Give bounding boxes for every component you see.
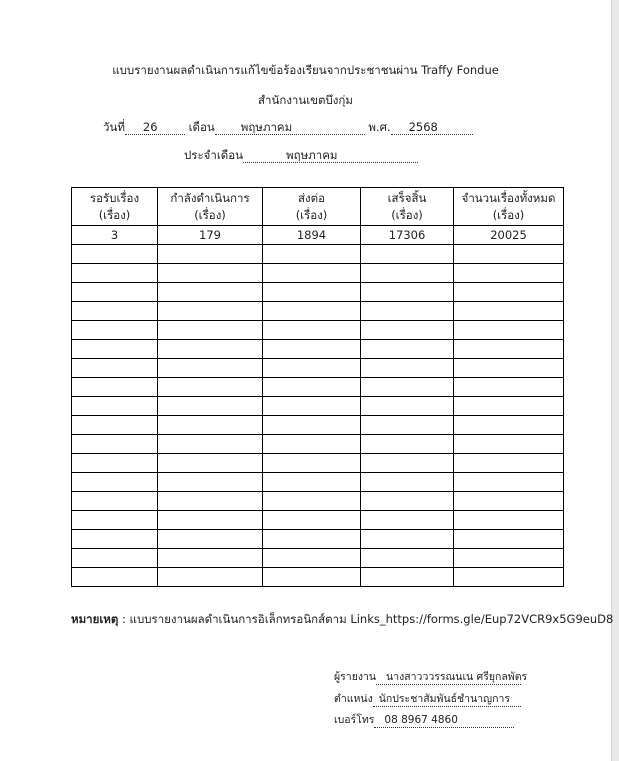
table-row	[72, 435, 564, 454]
table-row	[72, 359, 564, 378]
table-cell	[361, 321, 454, 340]
table-cell	[263, 302, 361, 321]
table-cell	[72, 378, 158, 397]
table-cell	[72, 245, 158, 264]
table-cell	[72, 435, 158, 454]
table-cell	[454, 435, 564, 454]
table-cell	[454, 397, 564, 416]
table-cell	[72, 340, 158, 359]
table-cell	[361, 283, 454, 302]
table-cell	[361, 568, 454, 587]
table-cell	[361, 454, 454, 473]
table-header-row	[72, 188, 564, 226]
table-row	[72, 378, 564, 397]
table-cell	[158, 359, 263, 378]
year-label: พ.ศ.	[368, 120, 391, 134]
header-forwarded: ส่งต่อ (เรื่อง)	[263, 188, 361, 226]
table-cell	[263, 473, 361, 492]
table-row	[72, 321, 564, 340]
table-cell: 3	[72, 226, 158, 245]
table-cell	[72, 568, 158, 587]
table-cell	[454, 264, 564, 283]
table-cell	[361, 492, 454, 511]
table-row	[72, 340, 564, 359]
table-cell	[72, 511, 158, 530]
table-row	[72, 283, 564, 302]
table-cell	[158, 416, 263, 435]
table-cell	[454, 245, 564, 264]
table-cell	[263, 511, 361, 530]
table-cell	[158, 283, 263, 302]
table-row	[72, 549, 564, 568]
table-cell	[72, 454, 158, 473]
table-cell	[263, 416, 361, 435]
table-cell	[361, 302, 454, 321]
reporter-value: นางสาวววรรณนเน ศรียุกลพัตร	[376, 670, 521, 685]
table-cell: 17306	[361, 226, 454, 245]
table-row	[72, 568, 564, 587]
table-cell	[72, 492, 158, 511]
table-cell	[454, 416, 564, 435]
table-cell	[361, 511, 454, 530]
remark	[71, 611, 613, 629]
table-row	[72, 511, 564, 530]
table-row	[72, 264, 564, 283]
table-cell	[158, 378, 263, 397]
header-total: จำนวนเรื่องทั้งหมด (เรื่อง)	[454, 188, 564, 226]
table-cell	[454, 340, 564, 359]
table-cell	[158, 511, 263, 530]
report-title: แบบรายงานผลดำเนินการแก้ไขข้อร้องเรียนจากประชาชนผ่าน Traffy Fondue	[112, 63, 499, 77]
date-line	[103, 119, 473, 137]
table-cell	[72, 397, 158, 416]
table-cell	[361, 397, 454, 416]
table-row	[72, 492, 564, 511]
table-cell	[454, 283, 564, 302]
year-value: 2568	[391, 120, 473, 135]
period-label: ประจำเดือน	[184, 148, 244, 162]
table-cell	[263, 340, 361, 359]
table-cell	[72, 321, 158, 340]
table-row	[72, 226, 564, 245]
table-cell	[158, 435, 263, 454]
table-cell	[454, 549, 564, 568]
table-row	[72, 530, 564, 549]
table-cell	[454, 492, 564, 511]
table-cell	[158, 264, 263, 283]
header-in-progress: กำลังดำเนินการ (เรื่อง)	[158, 188, 263, 226]
table-cell	[158, 568, 263, 587]
table-cell	[72, 549, 158, 568]
table-row	[72, 454, 564, 473]
table-cell	[158, 492, 263, 511]
table-cell	[361, 549, 454, 568]
table-row	[72, 245, 564, 264]
table-cell	[361, 473, 454, 492]
period-value: พฤษภาคม	[243, 148, 418, 163]
table-cell	[158, 549, 263, 568]
table-cell	[263, 549, 361, 568]
reporter-line	[334, 668, 528, 685]
table-cell	[361, 530, 454, 549]
table-cell	[72, 359, 158, 378]
office-name: สำนักงานเขตบึงกุ่ม	[258, 93, 353, 107]
table-cell	[361, 340, 454, 359]
table-cell	[263, 454, 361, 473]
remark-label: หมายเหตุ	[71, 612, 119, 626]
table-cell	[72, 530, 158, 549]
table-cell	[454, 321, 564, 340]
table-cell	[454, 568, 564, 587]
table-cell	[361, 378, 454, 397]
table-row	[72, 473, 564, 492]
table-cell	[158, 530, 263, 549]
table-cell	[454, 359, 564, 378]
period-line	[184, 147, 418, 165]
table-cell	[454, 530, 564, 549]
table-cell	[263, 492, 361, 511]
phone-label: เบอร์โทร	[334, 714, 375, 726]
table-cell	[158, 302, 263, 321]
position-label: ตำแหน่ง	[334, 693, 373, 705]
phone-value: 08 8967 4860	[374, 713, 514, 728]
table-cell	[263, 397, 361, 416]
table-cell	[158, 340, 263, 359]
table-cell	[72, 264, 158, 283]
table-cell: 179	[158, 226, 263, 245]
month-label: เดือน	[188, 120, 215, 134]
table-cell	[454, 473, 564, 492]
table-cell	[361, 245, 454, 264]
table-cell	[263, 378, 361, 397]
table-cell	[263, 264, 361, 283]
table-cell: 20025	[454, 226, 564, 245]
table-cell	[454, 511, 564, 530]
table-cell	[263, 568, 361, 587]
month-value: พฤษภาคม	[215, 120, 365, 135]
table-cell	[263, 359, 361, 378]
report-table-body	[72, 226, 564, 587]
table-cell	[158, 397, 263, 416]
table-cell	[263, 283, 361, 302]
table-cell	[263, 530, 361, 549]
table-row	[72, 397, 564, 416]
reporter-label: ผู้รายงาน	[334, 671, 377, 683]
position-value: นักประชาสัมพันธ์ชำนาญการ	[373, 692, 521, 707]
phone-line	[334, 711, 514, 728]
day-value: 26	[125, 120, 185, 135]
table-cell	[454, 302, 564, 321]
position-line	[334, 690, 521, 707]
table-cell: 1894	[263, 226, 361, 245]
table-cell	[361, 416, 454, 435]
table-cell	[454, 378, 564, 397]
header-pending: รอรับเรื่อง (เรื่อง)	[72, 188, 158, 226]
table-cell	[158, 473, 263, 492]
report-table	[71, 187, 564, 587]
table-cell	[72, 416, 158, 435]
table-cell	[361, 359, 454, 378]
header-completed: เสร็จสิ้น (เรื่อง)	[361, 188, 454, 226]
table-row	[72, 302, 564, 321]
table-cell	[72, 283, 158, 302]
table-cell	[263, 245, 361, 264]
table-cell	[263, 321, 361, 340]
table-cell	[158, 245, 263, 264]
table-cell	[72, 473, 158, 492]
day-label: วันที่	[103, 120, 125, 134]
table-cell	[263, 435, 361, 454]
table-cell	[158, 321, 263, 340]
remark-text: : แบบรายงานผลดำเนินการอิเล็กทรอนิกส์ตาม Links_https://forms.gle/Eup72VCR9x5G9euD8	[122, 612, 614, 626]
table-cell	[158, 454, 263, 473]
table-cell	[361, 264, 454, 283]
table-cell	[454, 454, 564, 473]
table-cell	[72, 302, 158, 321]
table-row	[72, 416, 564, 435]
table-cell	[361, 435, 454, 454]
